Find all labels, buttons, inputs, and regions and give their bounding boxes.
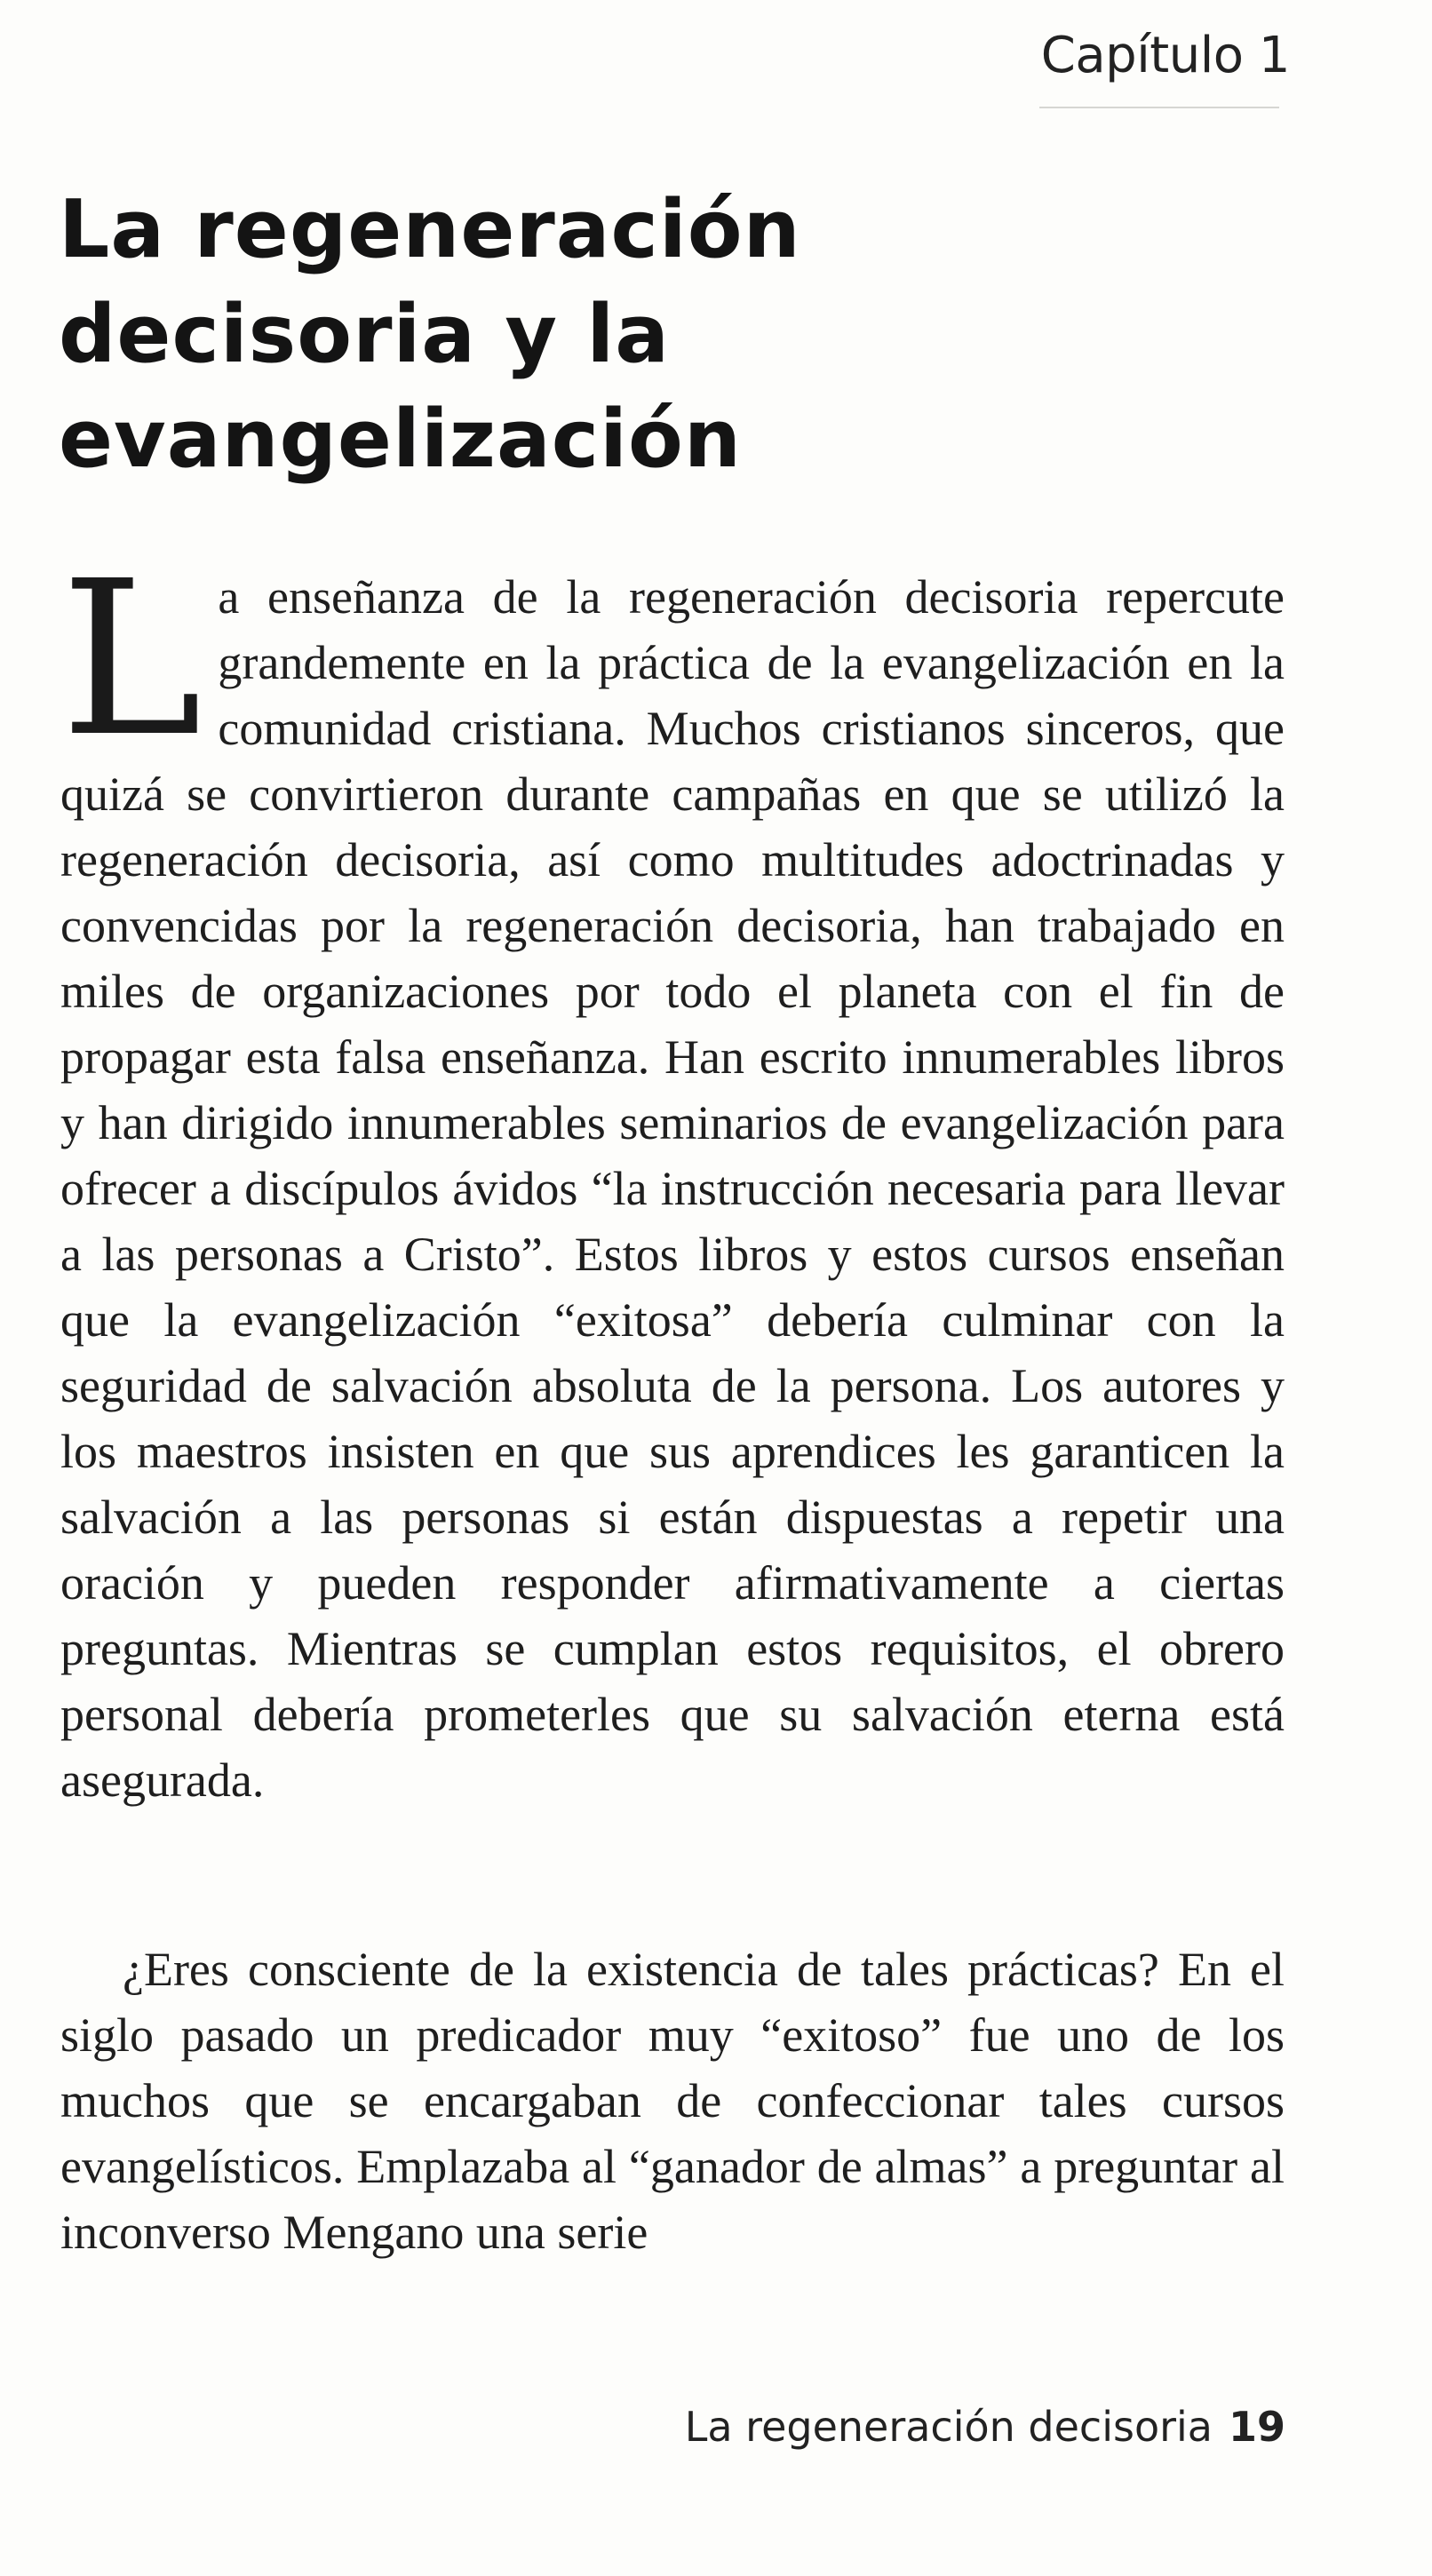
chapter-rule bbox=[1039, 107, 1279, 108]
paragraph-1 bbox=[60, 535, 1285, 1813]
drop-cap: L bbox=[60, 535, 203, 783]
paragraph-1-text: a enseñanza de la regeneración decisoria repercute grandemente en la práctica de la evangelización en la comunidad cristiana. Muchos cristianos sinceros, que quizá se convirtieron durante campañas en que se utilizó la regeneración decisoria, así como multitudes adoctrinadas y convencidas por la regeneración decisoria, han trabajado en miles de organizaciones por todo el planeta con el fin de propagar esta falsa enseñanza. Han escrito innumerables libros y han dirigido innumerables seminarios de evangelización para ofrecer a discípulos ávidos “la instrucción necesaria para llevar a las personas a Cristo”. Estos libros y estos cursos enseñan que la evangelización “exitosa” debería culminar con la seguridad de salvación absoluta de la persona. Los autores y los maestros insisten en que sus aprendices les garanticen la salvación a las personas si están dispuestas a repetir una oración y pueden responder afirmativamente a ciertas preguntas. Mientras se cumplan estos requisitos, el obrero personal debería prometerles que su salvación eterna está asegurada. bbox=[60, 570, 1285, 1807]
page-number: 19 bbox=[1228, 2403, 1285, 2451]
running-title: La regeneración decisoria bbox=[684, 2403, 1213, 2451]
chapter-label: Capítulo 1 bbox=[1040, 27, 1290, 84]
paragraph-2: ¿Eres consciente de la existencia de tales prácticas? En el siglo pasado un predicador muy “exitoso” fue uno de los muchos que se encargaban de confeccionar tales cursos evangelísticos. Emplazaba al “ganador de almas” a preguntar al inconverso Mengano una serie bbox=[60, 1943, 1285, 2259]
chapter-title: La regeneración decisoria y la evangelización bbox=[59, 183, 801, 486]
page-footer bbox=[685, 2403, 1285, 2451]
